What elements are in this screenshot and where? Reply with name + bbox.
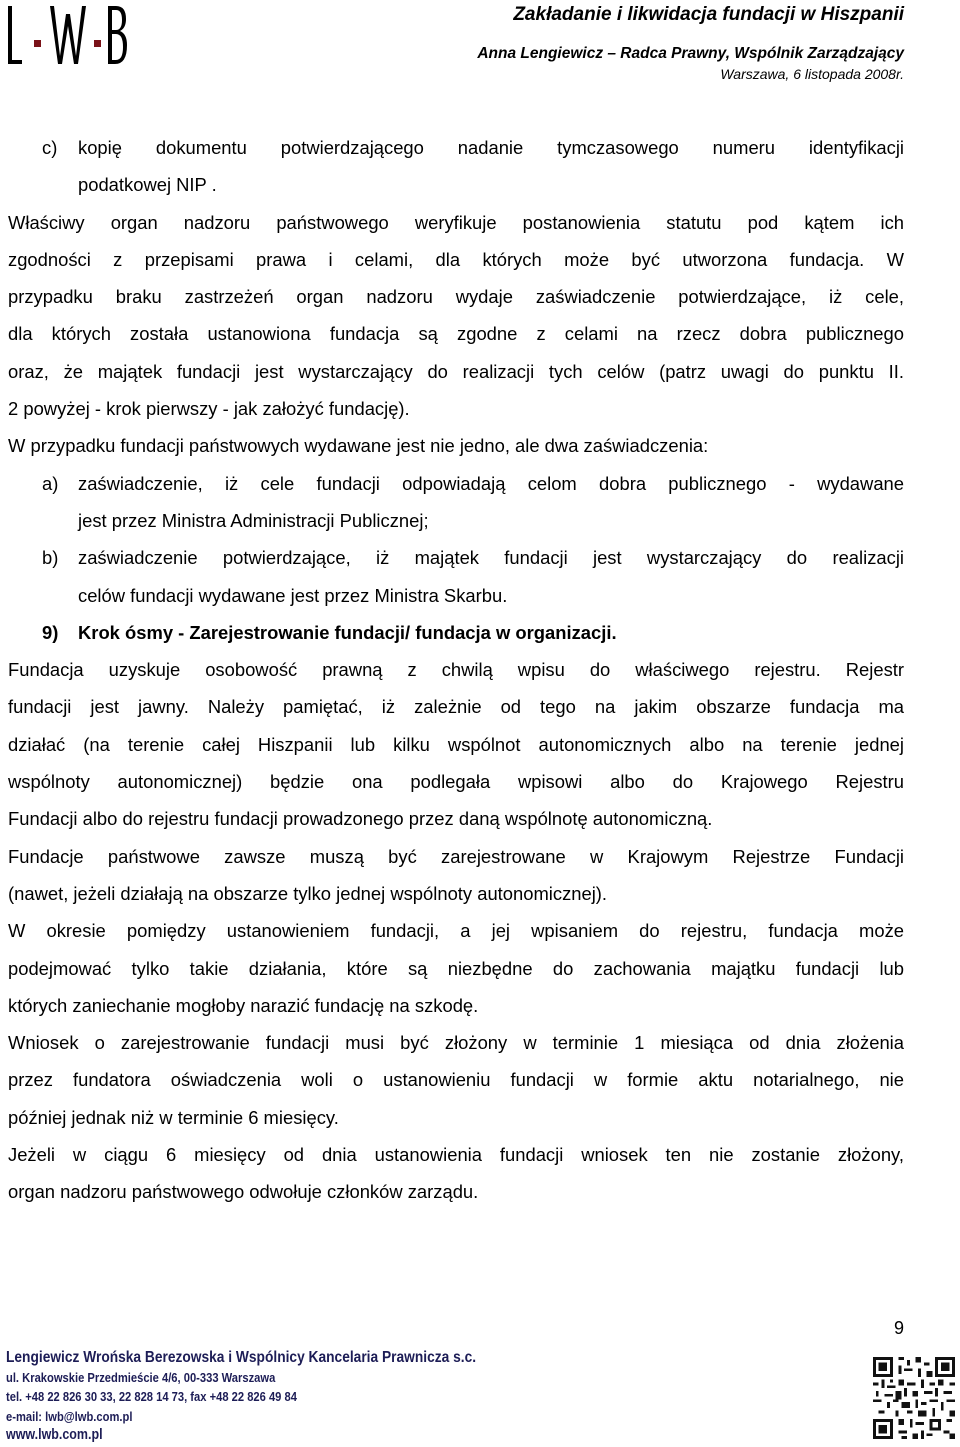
text-line: jest przez Ministra Administracji Publicznej; — [78, 509, 429, 531]
text-line: przez fundatora oświadczenia woli o ustanowieniu fundacji w formie aktu notarialnego, nie — [8, 1069, 904, 1091]
paragraph-state-foundations — [8, 838, 904, 913]
text-line: organ nadzoru państwowego odwołuje członków zarządu. — [8, 1181, 479, 1203]
paragraph-interim-period — [8, 912, 904, 1024]
text-line: podejmować tylko takie działania, które są niezbędne do zachowania majątku fundacji lub — [8, 957, 904, 979]
paragraph-board-dismissal — [8, 1136, 904, 1211]
text-line: wspólnoty autonomicznej) będzie ona podlegała wpisowi albo do Krajowego Rejestru — [8, 771, 904, 793]
text-line: zaświadczenie, iż cele fundacji odpowiadają celom dobra publicznego - wydawane — [78, 472, 904, 494]
paragraph-application-deadline — [8, 1024, 904, 1136]
text-line: przypadku braku zastrzeżeń organ nadzoru wydaje zaświadczenie potwierdzające, iż cele, — [8, 286, 904, 308]
list-marker: c) — [42, 137, 58, 158]
text-line: fundacji jest jawny. Należy pamiętać, iż zależnie od tego na jakim obszarze fundacja ma — [8, 696, 904, 718]
step-number: 9) — [42, 621, 59, 643]
paragraph-verification — [8, 204, 904, 428]
text-line: celów fundacji wydawane jest przez Ministra Skarbu. — [78, 584, 508, 606]
text-line: Wniosek o zarejestrowanie fundacji musi być złożony w terminie 1 miesiąca od dnia złożenia — [8, 1032, 904, 1054]
firm-phone: tel. +48 22 826 30 33, 22 828 14 73, fax +48 22 826 49 84 — [6, 1389, 297, 1404]
text-line: zaświadczenie potwierdzające, iż majątek fundacji jest wystarczający do realizacji — [78, 547, 904, 569]
document-body — [8, 129, 904, 1211]
text-line: których zaniechanie mogłoby narazić fundację na szkodę. — [8, 994, 479, 1016]
qr-code — [873, 1356, 955, 1440]
text-line: podatkowej NIP . — [78, 174, 217, 196]
text-line: zgodności z przepisami prawa i celami, dla których może być utworzona fundacja. W — [8, 248, 904, 270]
text-line: Fundacja uzyskuje osobowość prawną z chwilą wpisu do właściwego rejestru. Rejestr — [8, 659, 904, 681]
firm-email[interactable]: e-mail: lwb@lwb.com.pl — [6, 1408, 133, 1424]
document-author: Anna Lengiewicz – Radca Prawny, Wspólnik Zarządzający — [477, 45, 904, 62]
firm-website-link[interactable]: www.lwb.com.pl — [6, 1427, 103, 1443]
firm-name: Lengiewicz Wrońska Berezowska i Wspólnicy Kancelaria Prawnicza s.c. — [6, 1349, 477, 1366]
text-line: działać (na terenie całej Hiszpanii lub kilku wspólnot autonomicznych albo na terenie jednej — [8, 733, 904, 755]
paragraph-registration — [8, 651, 904, 837]
text-line: później jednak niż w terminie 6 miesięcy. — [8, 1106, 339, 1128]
text-line: Fundacje państwowe zawsze muszą być zarejestrowane w Krajowym Rejestrze Fundacji — [8, 845, 904, 867]
document-date: Warszawa, 6 listopada 2008r. — [720, 66, 904, 82]
text-line: Fundacji albo do rejestru fundacji prowadzonego przez daną wspólnotę autonomiczną. — [8, 808, 713, 830]
page-number: 9 — [893, 1318, 904, 1338]
text-line: 2 powyżej - krok pierwszy - jak założyć fundację). — [8, 398, 410, 420]
footer — [6, 1348, 476, 1446]
lwb-logo — [6, 4, 128, 66]
text-line: W przypadku fundacji państwowych wydawane jest nie jedno, ale dwa zaświadczenia: — [8, 435, 709, 457]
document-title: Zakładanie i likwidacja fundacji w Hiszpanii — [513, 4, 904, 25]
text-line: dla których została ustanowiona fundacja są zgodne z celami na rzecz dobra publicznego — [8, 323, 904, 345]
text-line: Jeżeli w ciągu 6 miesięcy od dnia ustanowienia fundacji wniosek ten nie zostanie złożony, — [8, 1144, 904, 1166]
list-marker: a) — [42, 472, 59, 494]
firm-address: ul. Krakowskie Przedmieście 4/6, 00-333 Warszawa — [6, 1369, 276, 1385]
text-line: Właściwy organ nadzoru państwowego weryfikuje postanowienia statutu pod kątem ich — [8, 211, 904, 233]
text-line: (nawet, jeżeli działają na obszarze tylko jednej wspólnoty autonomicznej). — [8, 882, 608, 904]
text-line: kopię dokumentu potwierdzającego nadanie tymczasowego numeru identyfikacji — [78, 137, 904, 158]
step-title: Krok ósmy - Zarejestrowanie fundacji/ fundacja w organizacji. — [78, 621, 617, 643]
step-heading — [8, 614, 904, 651]
text-line: oraz, że majątek fundacji jest wystarczający do realizacji tych celów (patrz uwagi do punktu II. — [8, 360, 904, 382]
list-item-c — [8, 129, 904, 204]
text-line: W okresie pomiędzy ustanowieniem fundacji, a jej wpisaniem do rejestru, fundacja może — [8, 920, 904, 942]
list-item-b — [8, 539, 904, 614]
list-item-a — [8, 465, 904, 540]
list-marker: b) — [42, 547, 59, 569]
